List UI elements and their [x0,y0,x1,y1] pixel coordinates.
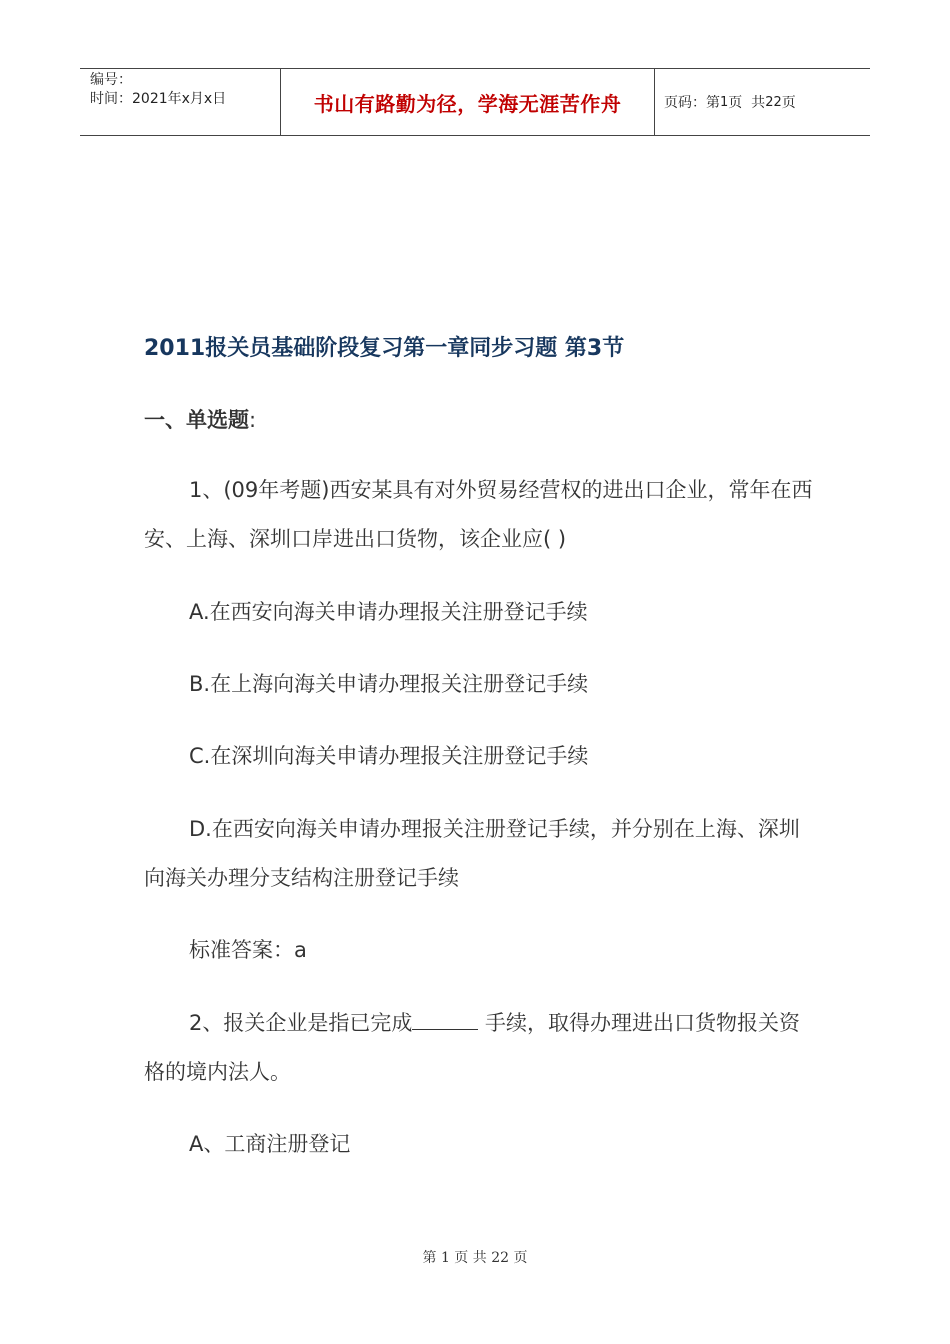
page-total: 22 [765,94,782,110]
page-end: 页 [781,95,796,111]
section-colon: : [249,408,257,432]
question-1-option-b: B.在上海向海关申请办理报关注册登记手续 [189,672,589,696]
number-label: 编号： [90,72,132,88]
time-value: 2021年x月x日 [132,91,227,107]
time-label: 时间： [90,91,132,107]
question-2-option-a: A、工商注册登记 [189,1132,351,1156]
time-line [90,90,280,109]
question-1-stem: 1、(09年考题)西安某具有对外贸易经营权的进出口企业，常年在西安、上海、深圳口岸进出口货物，该企业应( ) [144,478,813,551]
question-1-option-a: A.在西安向海关申请办理报关注册登记手续 [189,600,588,624]
page-current: 1 [720,94,729,110]
page-mid: 页 共 [728,95,766,111]
page-label: 页码：第 [664,95,720,111]
question-2-stem [144,999,814,1097]
fill-in-blank [412,1009,478,1030]
section-heading [144,404,256,434]
header-page-cell [655,69,870,135]
page-footer: 第 1 页 共 22 页 [422,1250,528,1266]
header-motto-cell [281,69,655,135]
section-heading-text: 一、单选题 [144,408,249,432]
motto: 书山有路勤为径，学海无涯苦作舟 [313,91,622,116]
header-meta-cell [80,69,281,135]
question-1-option-c: C.在深圳向海关申请办理报关注册登记手续 [189,744,589,768]
question-2-stem-before: 2、报关企业是指已完成 [189,1011,413,1035]
question-2-stem-after: 手续，取得办理进出口货物报关资格的境内法人。 [144,1011,801,1084]
question-1-answer: 标准答案：a [189,938,307,962]
document-header [80,68,870,136]
question-1-option-d: D.在西安向海关申请办理报关注册登记手续，并分别在上海、深圳向海关办理分支结构注册登记手续 [144,817,800,890]
document-title: 2011报关员基础阶段复习第一章同步习题 第3节 [144,336,625,361]
